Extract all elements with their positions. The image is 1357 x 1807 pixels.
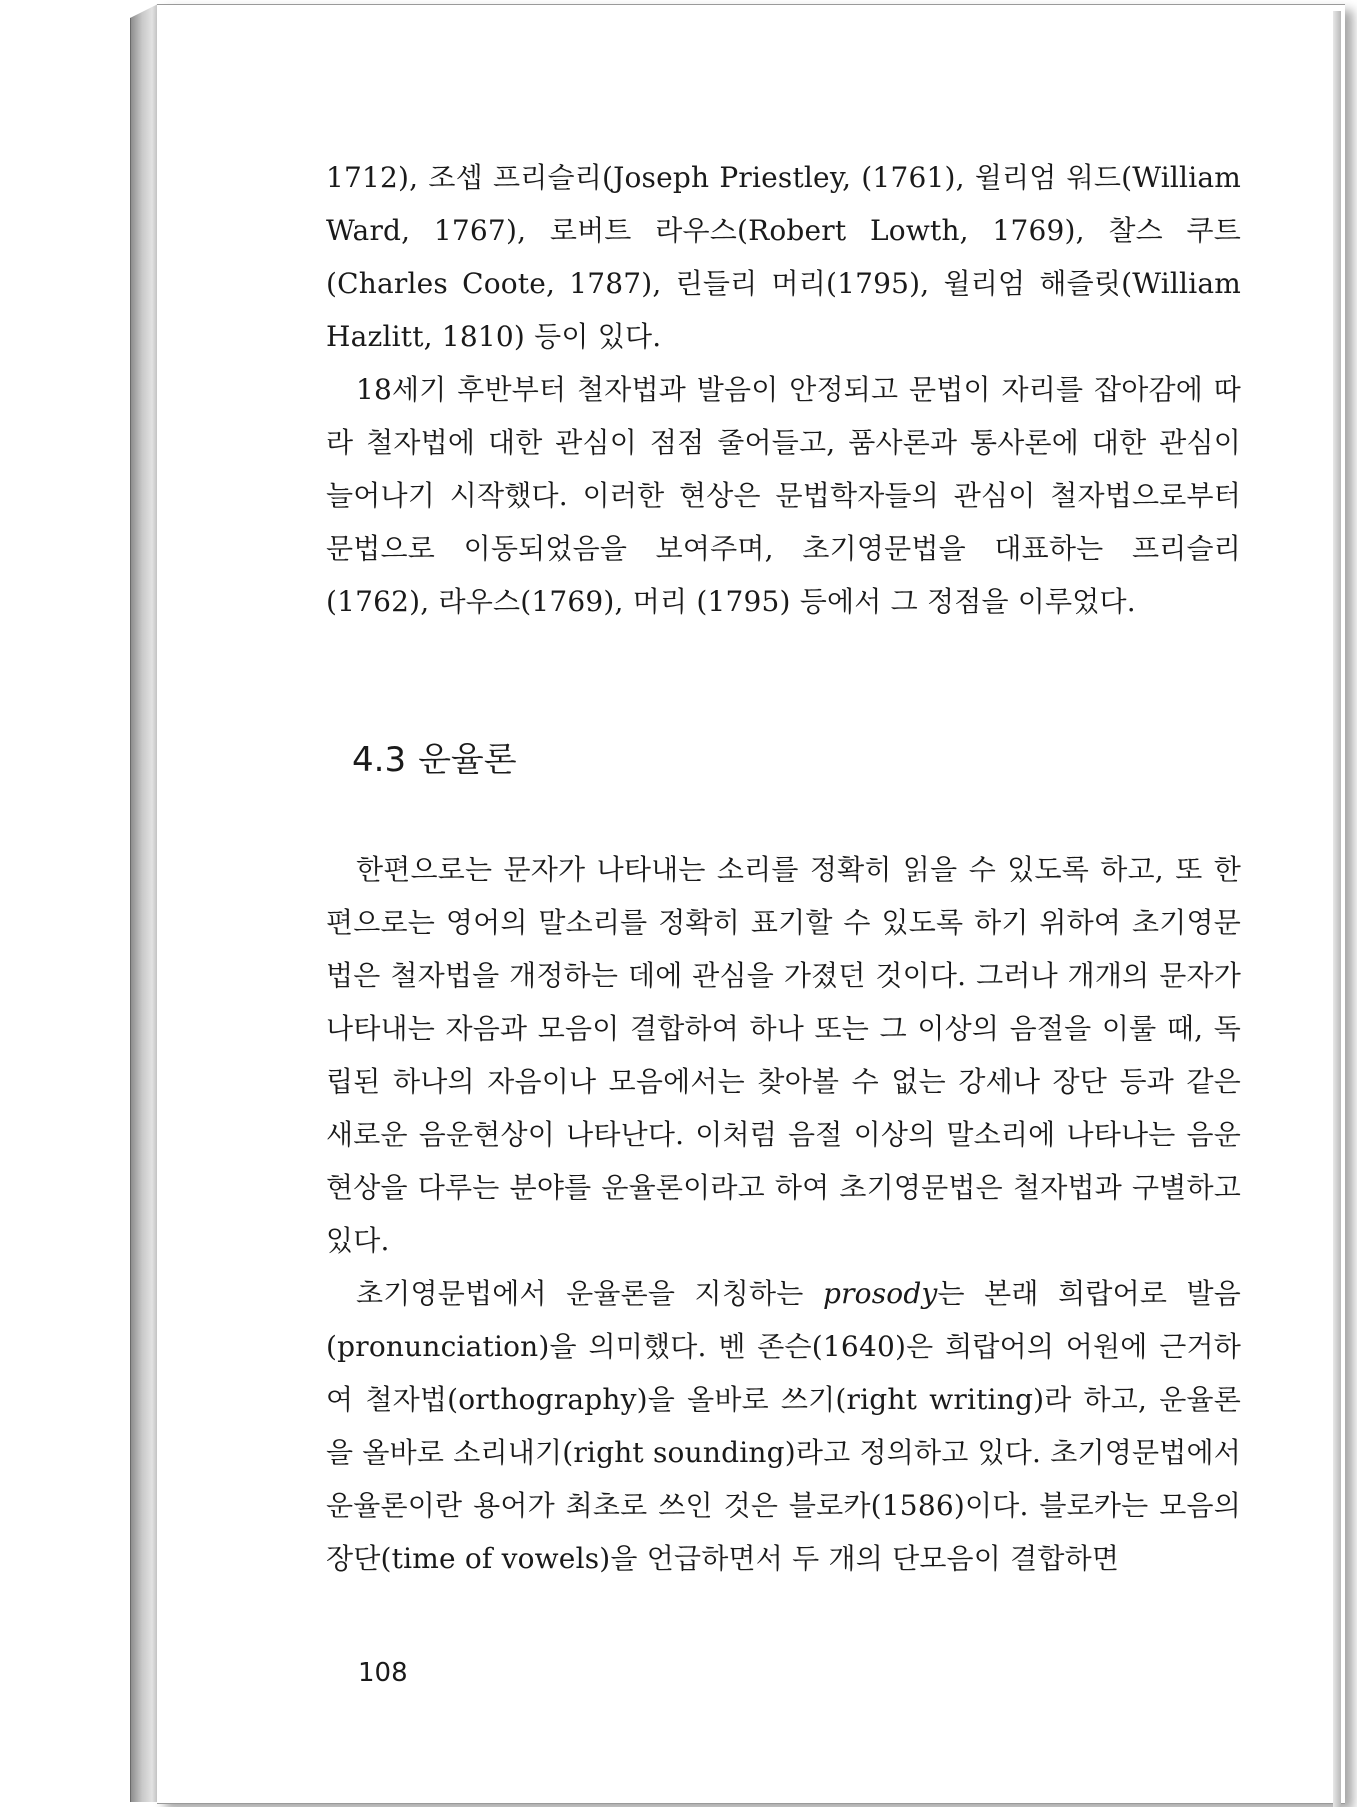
prosody-term: prosody bbox=[822, 1277, 938, 1310]
paragraph-text-start: 초기영문법에서 운율론을 지칭하는 bbox=[356, 1277, 823, 1310]
paragraph-prosody-definition bbox=[326, 1267, 1241, 1585]
paragraph-18th-century bbox=[326, 363, 1241, 628]
page-edge-shadow bbox=[1333, 11, 1341, 1807]
book-spine-corner bbox=[130, 4, 158, 18]
section-number: 4.3 bbox=[352, 740, 407, 780]
paragraph-continued bbox=[326, 151, 1241, 363]
paragraph-text-rest: 는 본래 희랍어로 발음(pronunciation)을 의미했다. 벤 존슨(1640)은 희랍어의 어원에 근거하여 철자법(orthography)을 올바로 쓰기(right writing)라 하고, 운율론을 올바로 소리내기(right sounding)라고 정의하고 있다. 초기영문법에서 운율론이란 용어가 최초로 쓰인 것은 블로카(1586)이다. 블로카는 모음의 장단(time of vowels)을 언급하면서 두 개의 단모음이 결합하면 bbox=[326, 1277, 1241, 1575]
section-title: 운율론 bbox=[418, 740, 517, 780]
paragraph-text bbox=[326, 1267, 1241, 1585]
section-heading bbox=[352, 736, 517, 784]
book-spine bbox=[130, 4, 159, 1802]
paragraph-text: 18세기 후반부터 철자법과 발음이 안정되고 문법이 자리를 잡아감에 따라 철자법에 대한 관심이 점점 줄어들고, 품사론과 통사론에 대한 관심이 늘어나기 시작했다. 이러한 현상은 문법학자들의 관심이 철자법으로부터 문법으로 이동되었음을 보여주며, 초기영문법을 대표하는 프리슬리(1762), 라우스(1769), 머리 (1795) 등에서 그 정점을 이루었다. bbox=[326, 373, 1241, 618]
paragraph-text: 한편으로는 문자가 나타내는 소리를 정확히 읽을 수 있도록 하고, 또 한편으로는 영어의 말소리를 정확히 표기할 수 있도록 하기 위하여 초기영문법은 철자법을 개정하는 데에 관심을 가졌던 것이다. 그러나 개개의 문자가 나타내는 자음과 모음이 결합하여 하나 또는 그 이상의 음절을 이룰 때, 독립된 하나의 자음이나 모음에서는 찾아볼 수 없는 강세나 장단 등과 같은 새로운 음운현상이 나타난다. 이처럼 음절 이상의 말소리에 나타나는 음운현상을 다루는 분야를 운율론이라고 하여 초기영문법은 철자법과 구별하고 있다. bbox=[326, 853, 1241, 1257]
paragraph-text: 1712), 조셉 프리슬리(Joseph Priestley, (1761), 윌리엄 워드(William Ward, 1767), 로버트 라우스(Robert Lowth, 1769), 찰스 쿠트(Charles Coote, 1787), 린들리 머리(1795), 윌리엄 해즐릿(William Hazlitt, 1810) 등이 있다. bbox=[326, 161, 1241, 353]
page-number: 108 bbox=[358, 1658, 408, 1688]
paragraph-prosody-intro bbox=[326, 843, 1241, 1267]
